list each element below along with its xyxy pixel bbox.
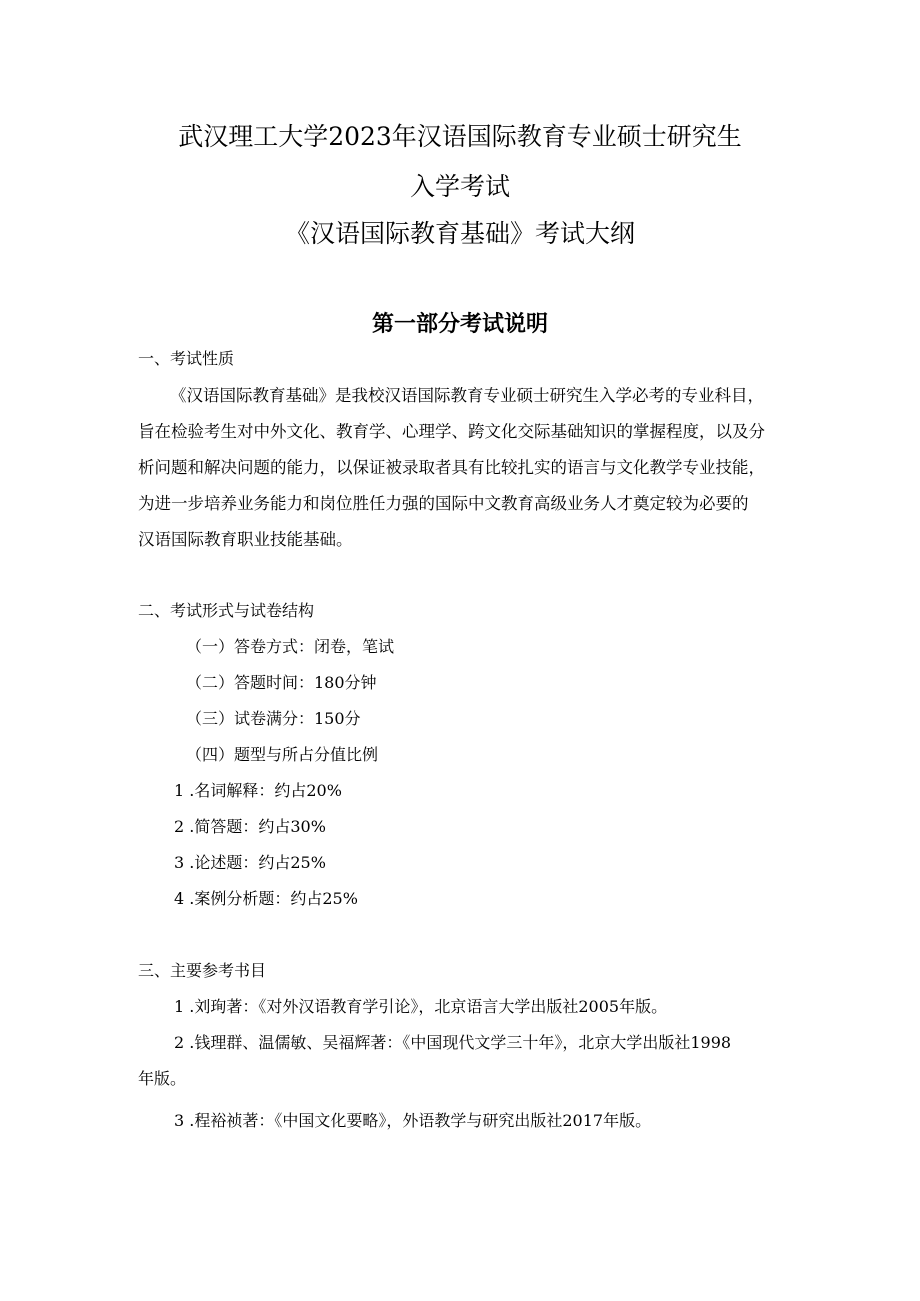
document-title-line2: 入学考试 xyxy=(409,172,510,201)
section-heading-nature: 一、考试性质 xyxy=(138,349,235,368)
part-heading: 第一部分考试说明 xyxy=(371,311,548,337)
question-type-item: 2 .简答题：约占30% xyxy=(174,817,326,836)
format-item: （四）题型与所占分值比例 xyxy=(186,745,379,764)
question-type-item: 1 .名词解释：约占20% xyxy=(174,781,342,800)
format-item: （一）答卷方式：闭卷，笔试 xyxy=(186,637,395,656)
paragraph-line: 《汉语国际教育基础》是我校汉语国际教育专业硕士研究生入学必考的专业科目， xyxy=(170,386,764,405)
document-title-line3: 《汉语国际教育基础》考试大纲 xyxy=(284,219,635,248)
section-heading-format: 二、考试形式与试卷结构 xyxy=(138,601,315,620)
paragraph-line: 为进一步培养业务能力和岗位胜任力强的国际中文教育高级业务人才奠定较为必要的 xyxy=(138,494,749,513)
question-type-item: 3 .论述题：约占25% xyxy=(174,853,326,872)
reference-item-continuation: 年版。 xyxy=(138,1069,187,1088)
reference-item: 1 .刘珣著：《对外汉语教育学引论》，北京语言大学出版社2005年版。 xyxy=(174,997,668,1016)
paragraph-line: 析问题和解决问题的能力，以保证被录取者具有比较扎实的语言与文化教学专业技能， xyxy=(138,458,765,477)
document-title-line1: 武汉理工大学2023年汉语国际教育专业硕士研究生 xyxy=(178,122,742,151)
question-type-item: 4 .案例分析题：约占25% xyxy=(174,889,358,908)
reference-item: 3 .程裕祯著：《中国文化要略》，外语教学与研究出版社2017年版。 xyxy=(174,1111,652,1130)
format-item: （二）答题时间：180分钟 xyxy=(186,673,377,692)
reference-item: 2 .钱理群、温儒敏、吴福辉著：《中国现代文学三十年》，北京大学出版社1998 xyxy=(174,1033,732,1052)
section-heading-references: 三、主要参考书目 xyxy=(138,961,267,980)
format-item: （三）试卷满分：150分 xyxy=(186,709,361,728)
paragraph-line: 汉语国际教育职业技能基础。 xyxy=(138,530,353,549)
paragraph-line: 旨在检验考生对中外文化、教育学、心理学、跨文化交际基础知识的掌握程度，以及分 xyxy=(138,422,765,441)
